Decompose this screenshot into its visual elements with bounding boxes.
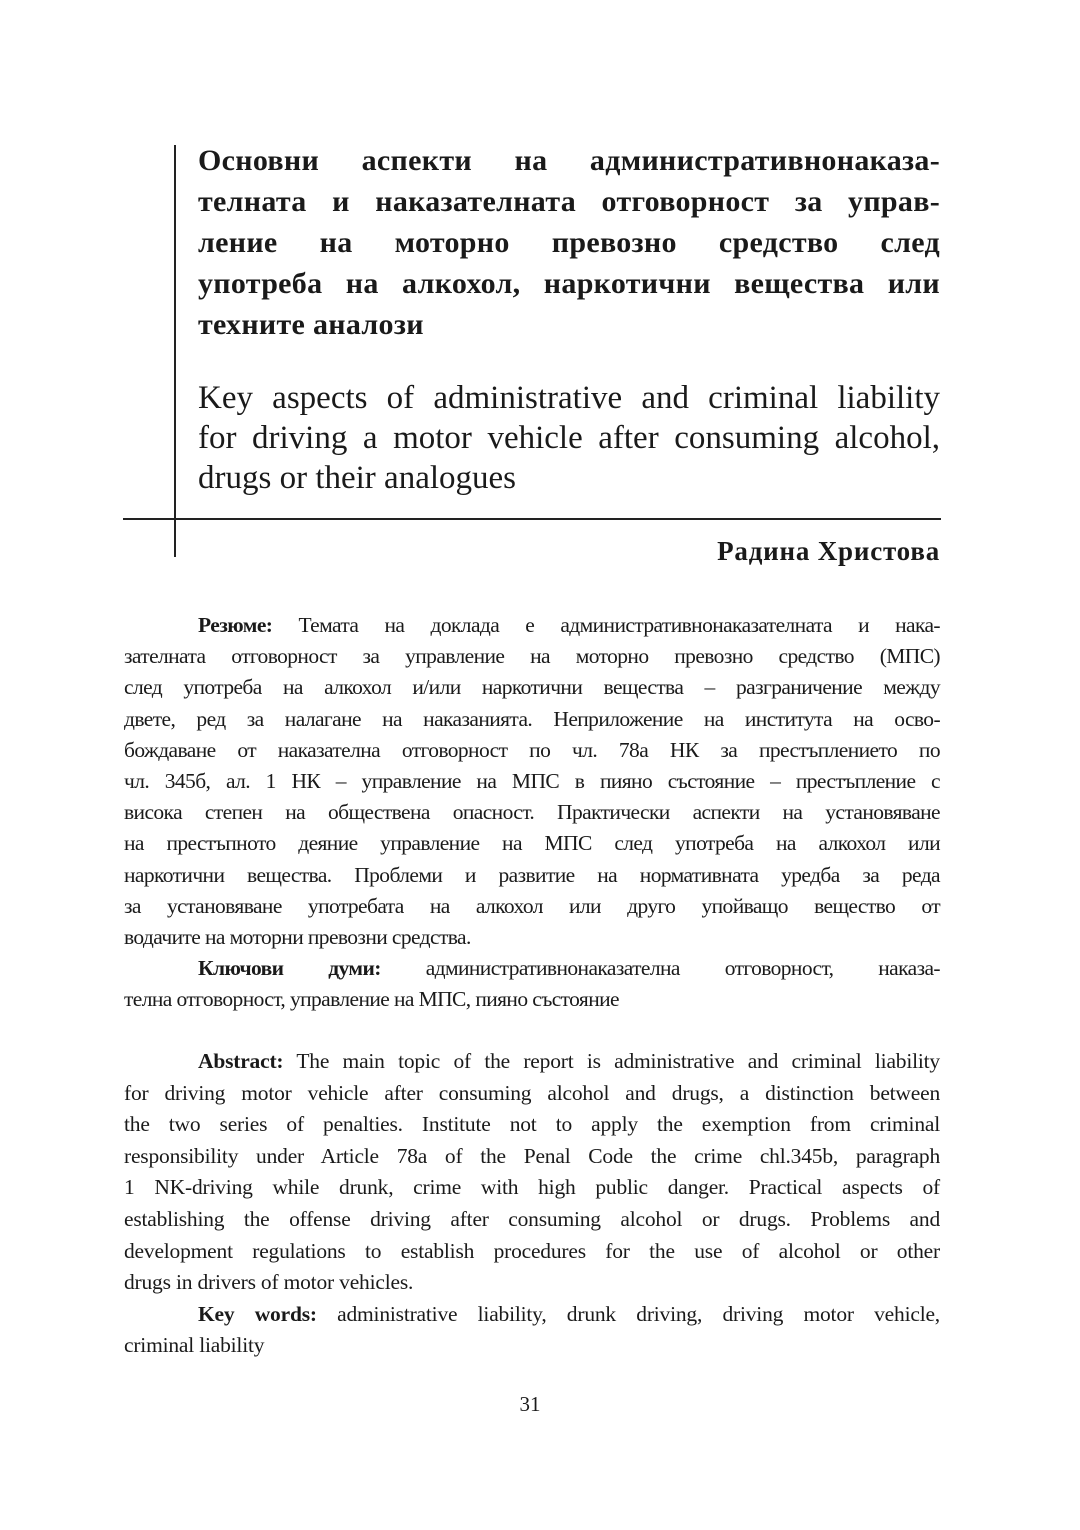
keywords-en-label: Key words: bbox=[198, 1301, 317, 1326]
summary-line: на престъпното деяние управление на МПС след употреба на алкохол или bbox=[124, 831, 940, 856]
title-line: техните аналози bbox=[198, 308, 424, 341]
abstract-line: the two series of penalties. Institute not to apply the exemption from criminal bbox=[124, 1112, 940, 1137]
summary-line: водачите на моторни превозни средства. bbox=[124, 925, 471, 950]
keywords-line: телна отговорност, управление на МПС, пияно състояние bbox=[124, 987, 619, 1012]
abstract-line: 1 NK-driving while drunk, crime with high public danger. Practical aspects of bbox=[124, 1175, 940, 1200]
abstract-english bbox=[124, 1046, 940, 1362]
title-line: Основни аспекти на административнонаказа- bbox=[198, 144, 940, 177]
subtitle-line: for driving a motor vehicle after consuming alcohol, bbox=[198, 420, 940, 456]
title-line: употреба на алкохол, наркотични вещества или bbox=[198, 267, 940, 300]
abstract-line: responsibility under Article 78a of the Penal Code the crime chl.345b, paragraph bbox=[124, 1143, 940, 1168]
subtitle-line: Key aspects of administrative and criminal liability bbox=[198, 380, 940, 416]
keywords-en-line: criminal liability bbox=[124, 1333, 265, 1358]
summary-line: наркотични вещества. Проблеми и развитие на нормативната уредба за реда bbox=[124, 862, 940, 887]
page-number: 31 bbox=[519, 1392, 541, 1416]
title-english bbox=[198, 378, 940, 498]
summary-text: Темата на доклада е административнонаказателната и нака- bbox=[298, 613, 940, 637]
title-line: телната и наказателната отговорност за управ- bbox=[198, 185, 940, 218]
summary-bulgarian bbox=[124, 610, 940, 1016]
keywords-en-text: administrative liability, drunk driving, driving motor vehicle, bbox=[337, 1301, 940, 1326]
abstract-line bbox=[124, 1046, 940, 1078]
summary-line: двете, ред за налагане на наказанията. Неприложение на института на осво- bbox=[124, 706, 940, 731]
summary-line: за установяване употребата на алкохол или друго упойващо вещество от bbox=[124, 893, 940, 918]
summary-line: висока степен на обществена опасност. Практически аспекти на установяване bbox=[124, 800, 940, 825]
title-horizontal-rule bbox=[123, 518, 941, 520]
title-vertical-rule bbox=[174, 145, 176, 557]
summary-line: бождаване от наказателна отговорност по чл. 78а НК за престъплението по bbox=[124, 737, 940, 762]
abstract-line: establishing the offense driving after consuming alcohol or drugs. Problems and bbox=[124, 1206, 940, 1231]
abstract-line: for driving motor vehicle after consuming alcohol and drugs, a distinction between bbox=[124, 1080, 940, 1105]
keywords-en-line bbox=[124, 1299, 940, 1331]
keywords-text: административнонаказателна отговорност, наказа- bbox=[425, 956, 940, 981]
summary-line: зателната отговорност за управление на моторно превозно средство (МПС) bbox=[124, 644, 940, 669]
summary-label: Резюме: bbox=[198, 613, 273, 637]
keywords-label: Ключови думи: bbox=[198, 956, 381, 981]
author-name: Радина Христова bbox=[717, 536, 940, 566]
abstract-label: Abstract: bbox=[198, 1049, 284, 1073]
summary-line: чл. 345б, ал. 1 НК – управление на МПС в пияно състояние – престъпление с bbox=[124, 769, 940, 794]
abstract-line: drugs in drivers of motor vehicles. bbox=[124, 1270, 414, 1295]
title-bulgarian bbox=[198, 140, 940, 345]
abstract-text: The main topic of the report is administrative and criminal liability bbox=[296, 1049, 940, 1073]
abstract-line: development regulations to establish procedures for the use of alcohol or other bbox=[124, 1238, 940, 1263]
subtitle-line: drugs or their analogues bbox=[198, 460, 516, 496]
title-line: ление на моторно превозно средство след bbox=[198, 226, 940, 259]
summary-line bbox=[124, 610, 940, 641]
summary-line: след употреба на алкохол и/или наркотични вещества – разграничение между bbox=[124, 675, 940, 700]
keywords-line bbox=[124, 953, 940, 984]
